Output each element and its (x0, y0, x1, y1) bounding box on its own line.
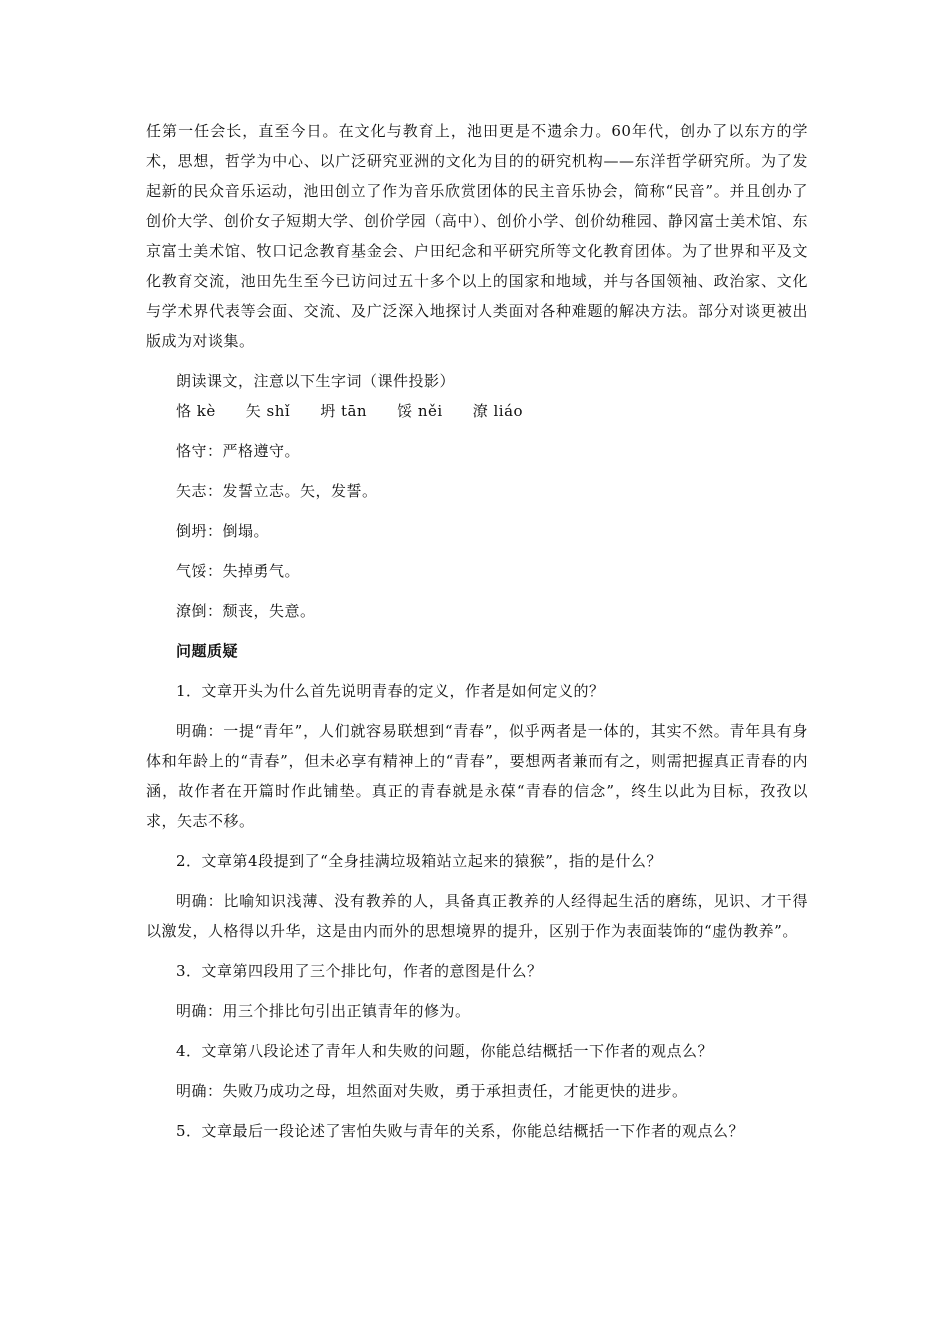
question-item: 1．文章开头为什么首先说明青春的定义，作者是如何定义的？ (176, 682, 605, 700)
definition-item: 气馁：失掉勇气。 (176, 562, 301, 580)
vocab-item: 坍 tān (320, 402, 368, 420)
answer-item: 明确：用三个排比句引出正镇青年的修为。 (176, 1002, 471, 1020)
reading-instruction: 朗读课文，注意以下生字词（课件投影） (176, 372, 456, 390)
question-item: 4．文章第八段论述了青年人和失败的问题，你能总结概括一下作者的观点么？ (176, 1042, 714, 1060)
vocab-list (146, 396, 808, 426)
definition-item: 倒坍：倒塌。 (176, 522, 270, 540)
definition-item: 矢志：发誓立志。矢，发誓。 (176, 482, 378, 500)
definition-item: 潦倒：颓丧，失意。 (176, 602, 316, 620)
question-item: 3．文章第四段用了三个排比句，作者的意图是什么？ (176, 962, 543, 980)
question-item: 5．文章最后一段论述了害怕失败与青年的关系，你能总结概括一下作者的观点么？ (176, 1122, 745, 1140)
question-item: 2．文章第4段提到了“全身挂满垃圾箱站立起来的猿猴”，指的是什么？ (176, 852, 662, 870)
vocab-item: 馁 něi (397, 402, 443, 420)
vocab-item: 潦 liáo (472, 402, 524, 420)
document-body (146, 116, 808, 1146)
vocab-item: 恪 kè (176, 402, 216, 420)
section-heading: 问题质疑 (176, 642, 239, 660)
definition-item: 恪守：严格遵守。 (176, 442, 301, 460)
intro-paragraph: 任第一任会长，直至今日。在文化与教育上，池田更是不遗余力。60年代，创办了以东方的学术，思想，哲学为中心、以广泛研究亚洲的文化为目的的研究机构——东洋哲学研究所。为了发起新的民众音乐运动，池田创立了作为音乐欣赏团体的民主音乐协会，简称“民音”。并且创办了创价大学、创价女子短期大学、创价学园（高中）、创价小学、创价幼稚园、静冈富士美术馆、东京富士美术馆、牧口记念教育基金会、户田纪念和平研究所等文化教育团体。为了世界和平及文化教育交流，池田先生至今已访问过五十多个以上的国家和地域，并与各国领袖、政治家、文化与学术界代表等会面、交流、及广泛深入地探讨人类面对各种难题的解决方法。部分对谈更被出版成为对谈集。 (146, 122, 808, 350)
vocab-item: 矢 shǐ (245, 402, 291, 420)
answer-item: 明确：比喻知识浅薄、没有教养的人，具备真正教养的人经得起生活的磨练，见识、才干得以激发，人格得以升华，这是由内而外的思想境界的提升，区别于作为表面装饰的“虚伪教养”。 (146, 892, 808, 940)
answer-item: 明确：失败乃成功之母，坦然面对失败，勇于承担责任，才能更快的进步。 (176, 1082, 688, 1100)
answer-item: 明确：一提“青年”，人们就容易联想到“青春”，似乎两者是一体的，其实不然。青年具有身体和年龄上的“青春”，但未必享有精神上的“青春”，要想两者兼而有之，则需把握真正青春的内涵，故作者在开篇时作此铺垫。真正的青春就是永葆“青春的信念”，终生以此为目标，孜孜以求，矢志不移。 (146, 722, 808, 830)
